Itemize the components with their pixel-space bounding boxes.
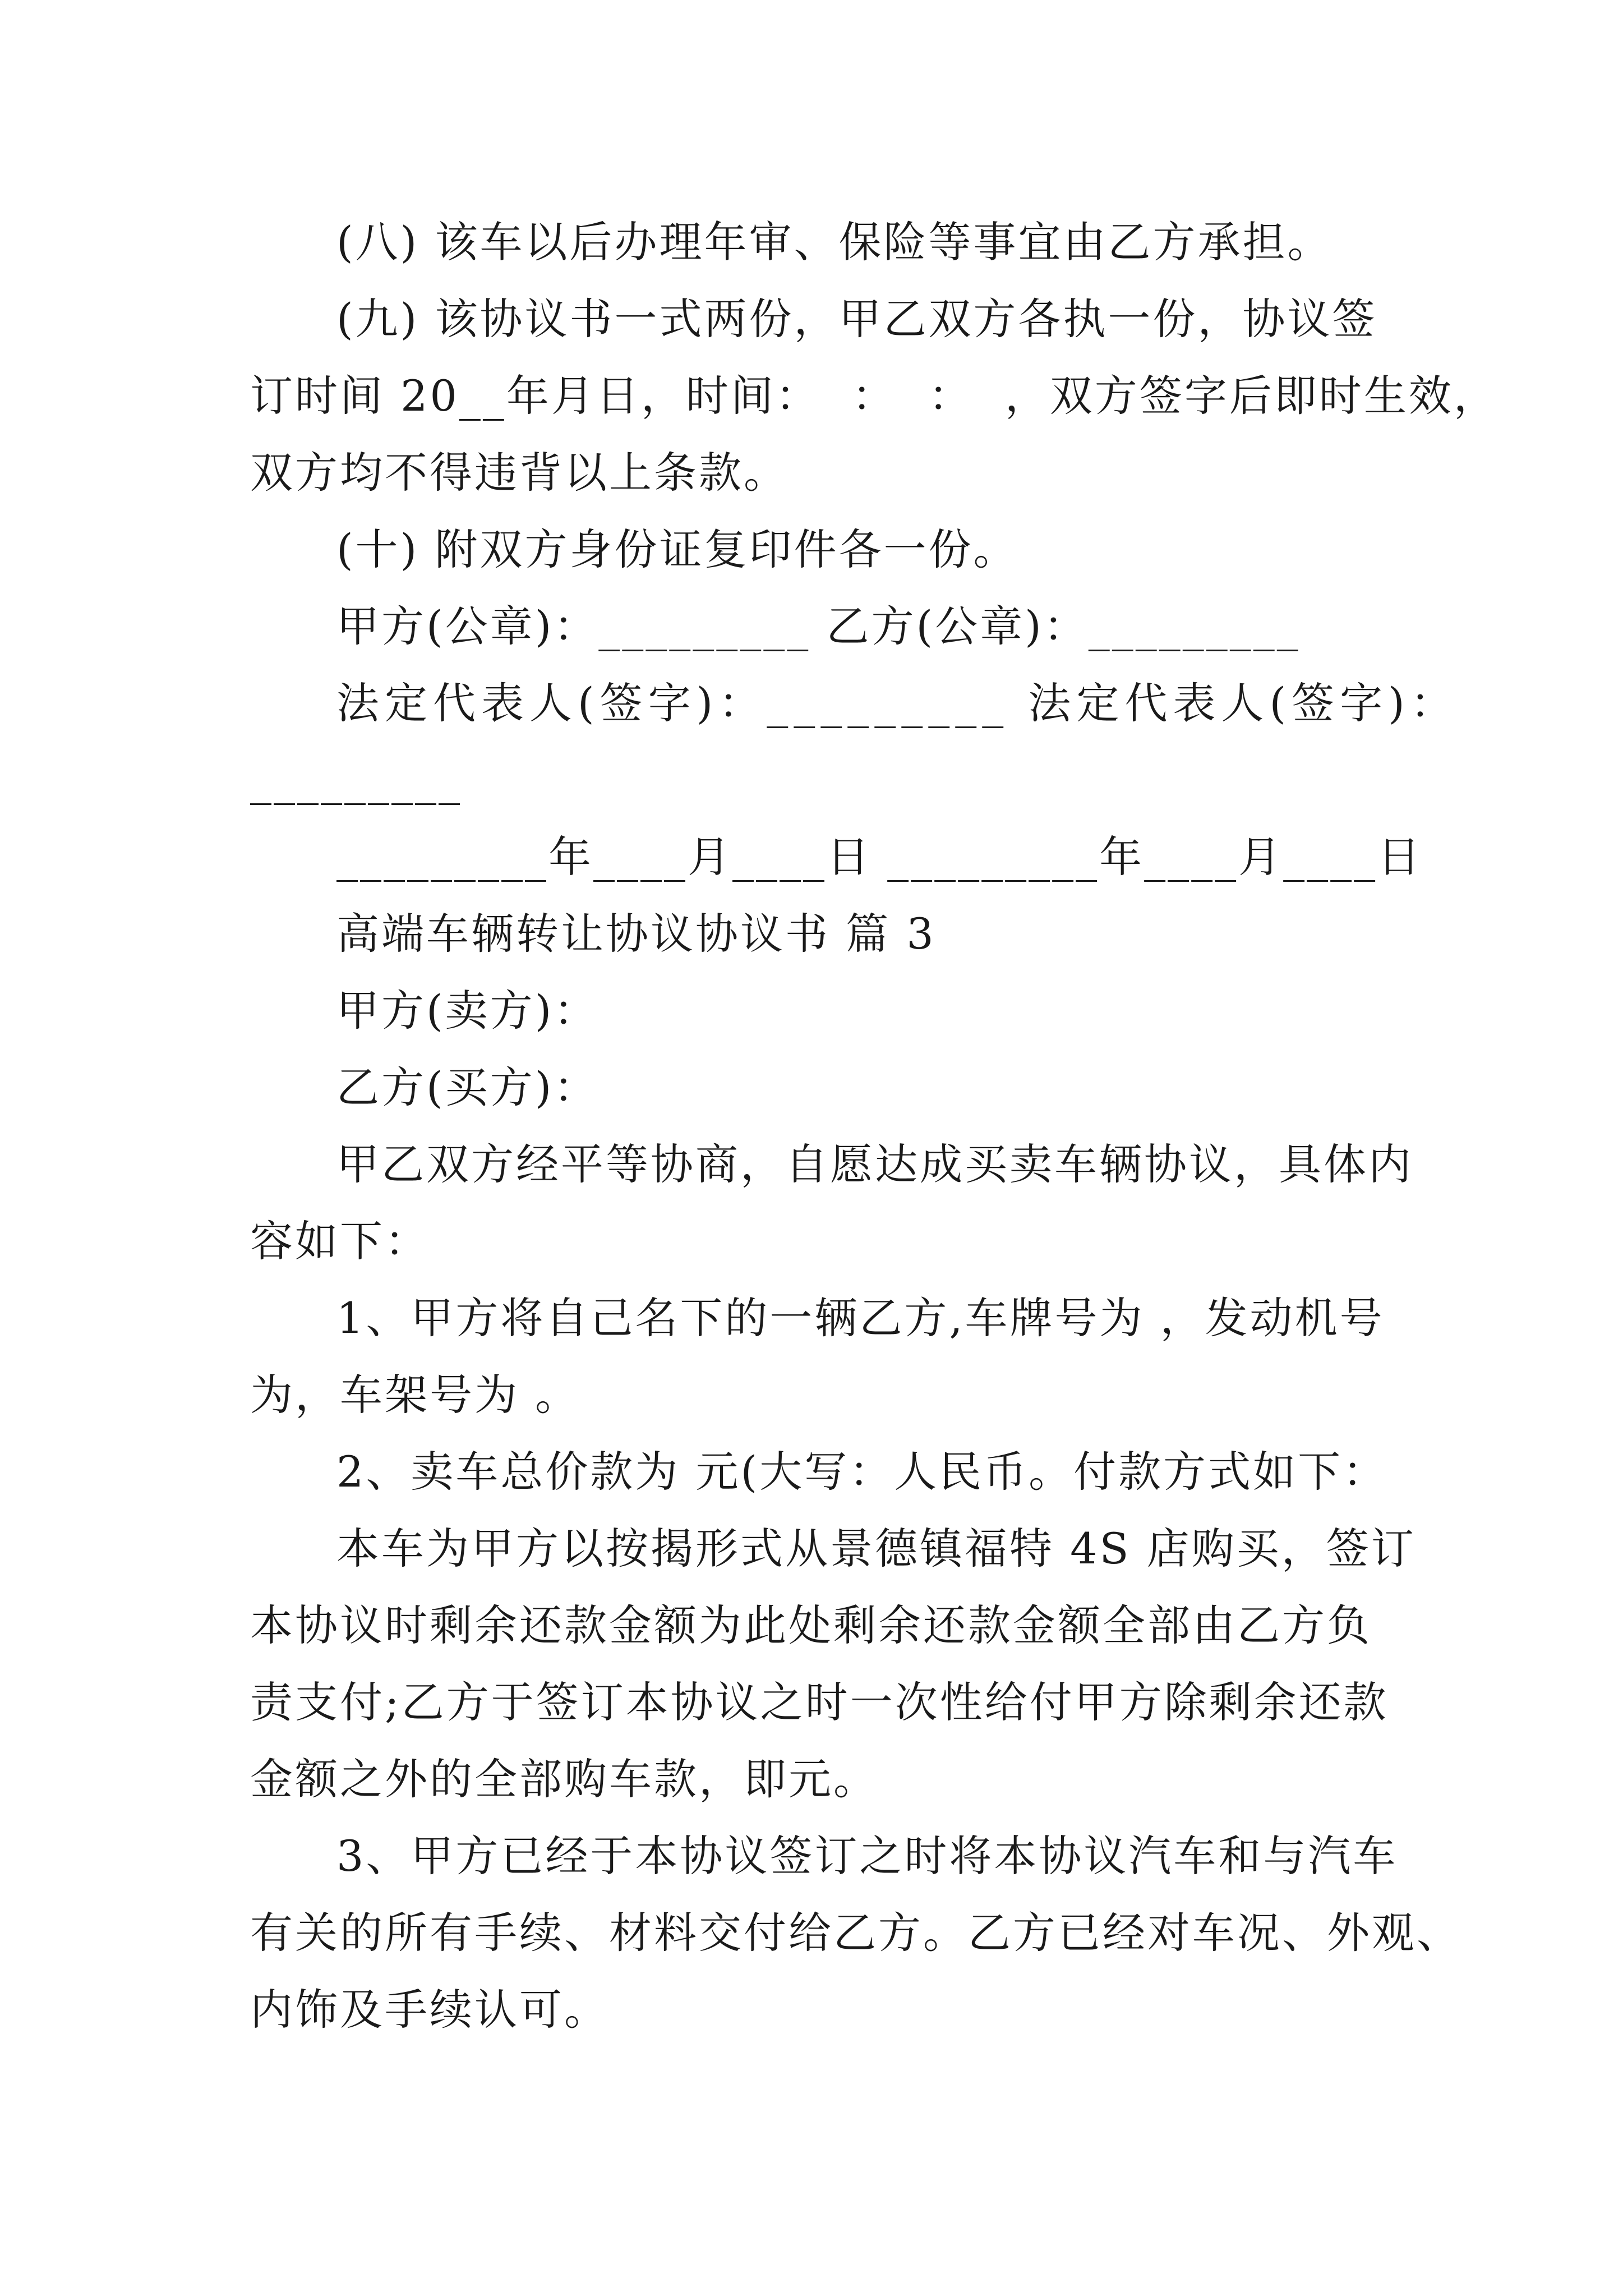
item-3-line-1: 3、甲方已经于本协议签订之时将本协议汽车和与汽车 <box>336 1831 1398 1881</box>
legal-rep-blank: _________ <box>250 755 462 805</box>
item-2: 2、卖车总价款为 元(大写：人民币。付款方式如下： <box>336 1447 1388 1497</box>
clause-9-line-3: 双方均不得违背以上条款。 <box>250 448 789 498</box>
payment-line-3: 责支付;乙方于签订本协议之时一次性给付甲方除剩余还款 <box>250 1677 1389 1727</box>
clause-8: (八) 该车以后办理年审、保险等事宜由乙方承担。 <box>336 217 1332 267</box>
legal-rep-signature-line: 法定代表人(签字)：_________ 法定代表人(签字)： <box>336 678 1459 728</box>
item-1-line-2: 为，车架号为 。 <box>250 1370 580 1420</box>
preamble-line-2: 容如下： <box>250 1216 430 1266</box>
party-b-buyer: 乙方(买方)： <box>336 1062 599 1112</box>
payment-line-2: 本协议时剩余还款金额为此处剩余还款金额全部由乙方负 <box>250 1600 1372 1650</box>
item-1-line-1: 1、甲方将自己名下的一辆乙方,车牌号为 ，发动机号 <box>336 1293 1385 1343</box>
seal-signature-line: 甲方(公章)：_________ 乙方(公章)：_________ <box>336 601 1301 651</box>
clause-9-line-2: 订时间 20__年月日，时间： ： ： ，双方签字后即时生效， <box>250 371 1498 421</box>
payment-line-4: 金额之外的全部购车款，即元。 <box>250 1754 878 1804</box>
clause-10: (十) 附双方身份证复印件各一份。 <box>336 524 1018 574</box>
date-line: _________年____月____日 _________年____月____日 <box>336 832 1423 882</box>
item-3-line-3: 内饰及手续认可。 <box>250 1985 609 2035</box>
party-a-seller: 甲方(卖方)： <box>336 986 599 1036</box>
payment-line-1: 本车为甲方以按揭形式从景德镇福特 4S 店购买，签订 <box>336 1524 1416 1573</box>
clause-9-line-1: (九) 该协议书一式两份，甲乙双方各执一份，协议签 <box>336 294 1377 344</box>
section-title: 高端车辆转让协议协议书 篇 3 <box>336 909 936 959</box>
preamble-line-1: 甲乙双方经平等协商，自愿达成买卖车辆协议，具体内 <box>336 1139 1413 1189</box>
item-3-line-2: 有关的所有手续、材料交付给乙方。乙方已经对车况、外观、 <box>250 1908 1461 1958</box>
